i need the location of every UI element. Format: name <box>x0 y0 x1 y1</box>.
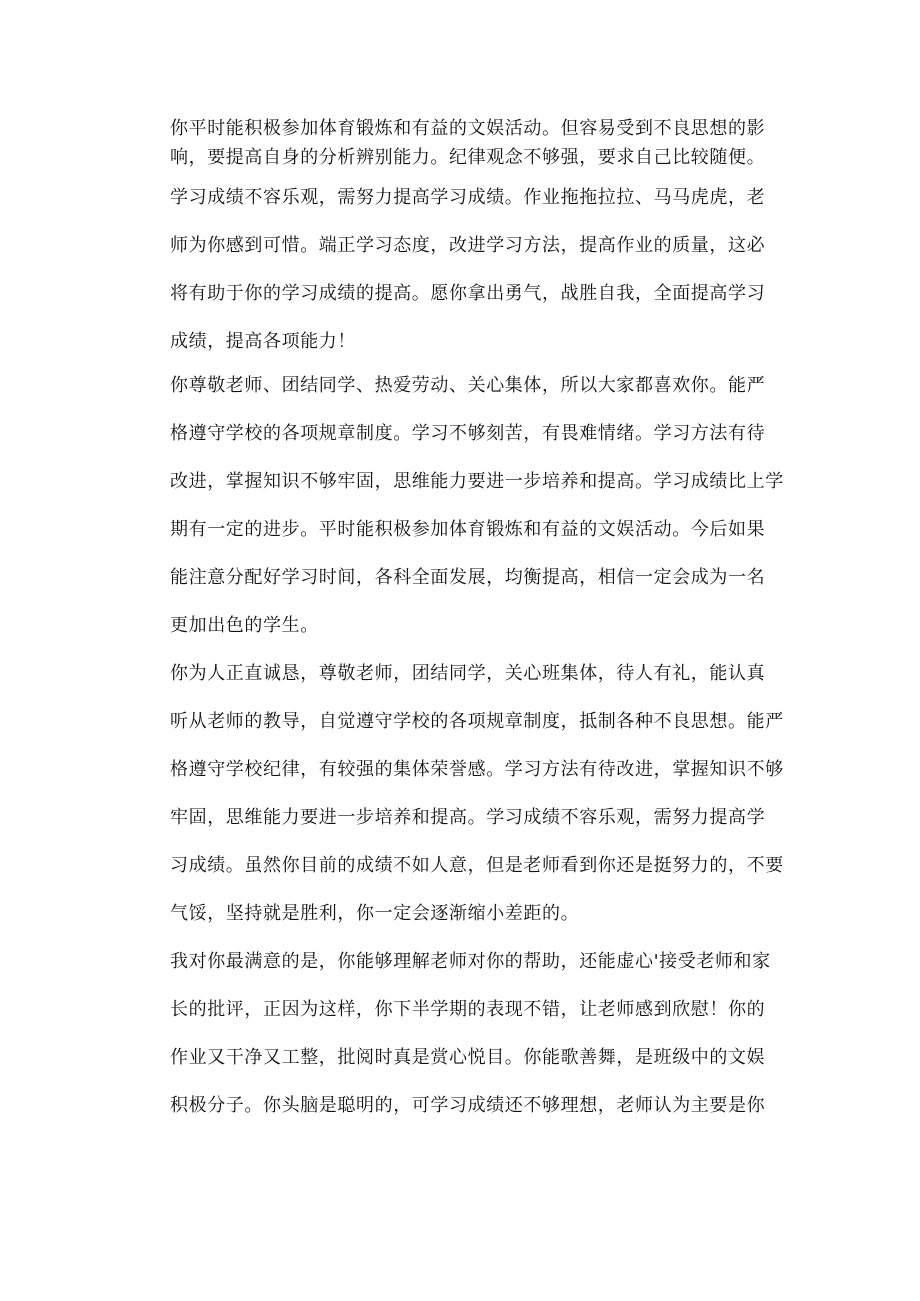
text-line: 气馁，坚持就是胜利，你一定会逐渐缩小差距的。 <box>170 903 580 924</box>
text-line: 师为你感到可惜。端正学习态度，改进学习方法，提高作业的质量，这必 <box>170 235 766 256</box>
text-line: 你为人正直诚恳，尊敬老师，团结同学，关心班集体，待人有礼，能认真 <box>170 663 766 684</box>
text-line: 更加出色的学生。 <box>170 615 319 636</box>
text-line: 能注意分配好学习时间，各科全面发展，均衡提高，相信一定会成为一名 <box>170 567 766 588</box>
text-line: 成绩，提高各项能力！ <box>170 331 356 352</box>
text-line: 我对你最满意的是，你能够理解老师对你的帮助，还能虚心'接受老师和家 <box>170 951 771 972</box>
text-line: 改进，掌握知识不够牢固，思维能力要进一步培养和提高。学习成绩比上学 <box>170 471 784 492</box>
text-line: 格遵守学校纪律，有较强的集体荣誉感。学习方法有待改进，掌握知识不够 <box>170 759 784 780</box>
text-line: 听从老师的教导，自觉遵守学校的各项规章制度，抵制各种不良思想。能严 <box>170 711 784 732</box>
text-line: 学习成绩不容乐观，需努力提高学习成绩。作业拖拖拉拉、马马虎虎，老 <box>170 187 766 208</box>
text-line: 积极分子。你头脑是聪明的，可学习成绩还不够理想，老师认为主要是你 <box>170 1095 766 1116</box>
text-line: 作业又干净又工整，批阅时真是赏心悦目。你能歌善舞，是班级中的文娱 <box>170 1047 766 1068</box>
text-line: 牢固，思维能力要进一步培养和提高。学习成绩不容乐观，需努力提高学 <box>170 807 766 828</box>
text-line: 响，要提高自身的分析辨别能力。纪律观念不够强，要求自己比较随便。 <box>170 147 766 168</box>
text-line: 你平时能积极参加体育锻炼和有益的文娱活动。但容易受到不良思想的影 <box>170 118 766 139</box>
paragraph-5 <box>170 938 770 1130</box>
paragraph-1 <box>170 114 770 172</box>
text-line: 你尊敬老师、团结同学、热爱劳动、关心集体，所以大家都喜欢你。能严 <box>170 375 766 396</box>
text-line: 期有一定的进步。平时能积极参加体育锻炼和有益的文娱活动。今后如果 <box>170 519 766 540</box>
text-line: 格遵守学校的各项规章制度。学习不够刻苦，有畏难情绪。学习方法有待 <box>170 423 766 444</box>
paragraph-4 <box>170 650 784 938</box>
paragraph-2 <box>170 174 770 366</box>
text-line: 将有助于你的学习成绩的提高。愿你拿出勇气，战胜自我，全面提高学习 <box>170 283 766 304</box>
paragraph-3 <box>170 362 784 650</box>
text-line: 长的批评，正因为这样，你下半学期的表现不错，让老师感到欣慰！你的 <box>170 999 766 1020</box>
text-line: 习成绩。虽然你目前的成绩不如人意，但是老师看到你还是挺努力的，不要 <box>170 855 784 876</box>
